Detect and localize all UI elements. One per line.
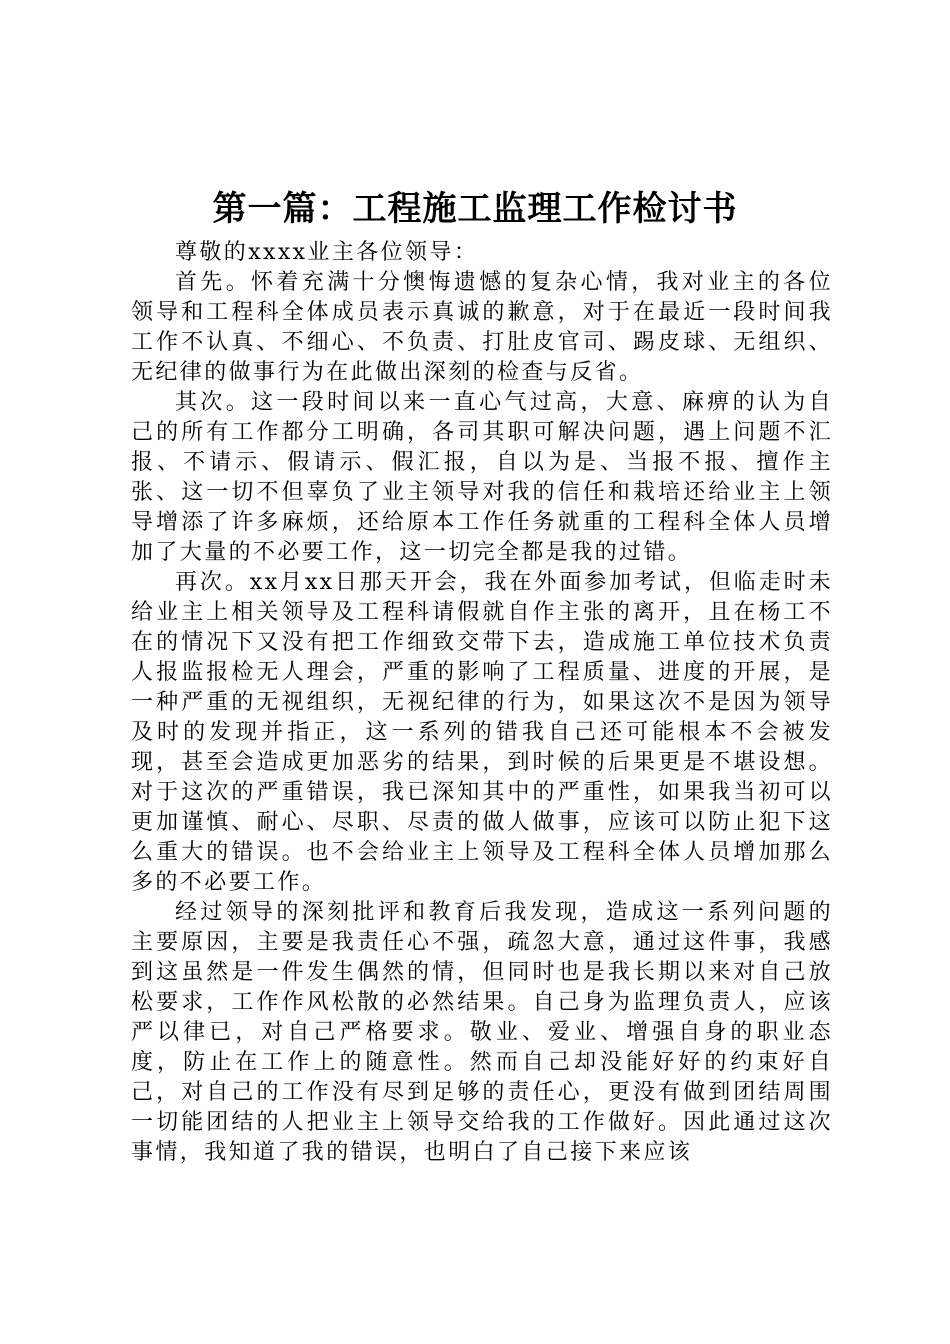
paragraph-second: 其次。这一段时间以来一直心气过高，大意、麻痹的认为自己的所有工作都分工明确，各司其职可解决问题，遇上问题不汇报、不请示、假请示、假汇报，自以为是、当报不报、擅作主张、这一切不但辜负了业主领导对我的信任和栽培还给业主上领导增添了许多麻烦，还给原本工作任务就重的工程科全体人员增加了大量的不必要工作，这一切完全都是我的过错。 [131, 390, 833, 565]
document-title: 第一篇：工程施工监理工作检讨书 [212, 189, 738, 229]
salutation: 尊敬的xxxx业主各位领导： [175, 240, 479, 265]
paragraph-third: 再次。xx月xx日那天开会，我在外面参加考试，但临走时未给业主上相关领导及工程科请假就自作主张的离开，且在杨工不在的情况下又没有把工作细致交带下去，造成施工单位技术负责人报监报检无人理会，严重的影响了工程质量、进度的开展，是一种严重的无视组织，无视纪律的行为，如果这次不是因为领导及时的发现并指正，这一系列的错我自己还可能根本不会被发现，甚至会造成更加恶劣的结果，到时候的后果更是不堪设想。对于这次的严重错误，我已深知其中的严重性，如果我当初可以更加谨慎、耐心、尽职、尽责的做人做事，应该可以防止犯下这么重大的错误。也不会给业主上领导及工程科全体人员增加那么多的不必要工作。 [131, 570, 833, 895]
document-body [131, 238, 833, 1168]
paragraph-first: 首先。怀着充满十分懊悔遗憾的复杂心情，我对业主的各位领导和工程科全体成员表示真诚的歉意，对于在最近一段时间我工作不认真、不细心、不负责、打肚皮官司、踢皮球、无组织、无纪律的做事行为在此做出深刻的检查与反省。 [131, 270, 833, 385]
paragraph-fourth: 经过领导的深刻批评和教育后我发现，造成这一系列问题的主要原因，主要是我责任心不强，疏忽大意，通过这件事，我感到这虽然是一件发生偶然的情，但同时也是我长期以来对自己放松要求，工作作风松散的必然结果。自己身为监理负责人，应该严以律已，对自己严格要求。敬业、爱业、增强自身的职业态度，防止在工作上的随意性。然而自己却没能好好的约束好自己，对自己的工作没有尽到足够的责任心，更没有做到团结周围一切能团结的人把业主上领导交给我的工作做好。因此通过这次事情，我知道了我的错误，也明白了自己接下来应该 [131, 900, 833, 1165]
